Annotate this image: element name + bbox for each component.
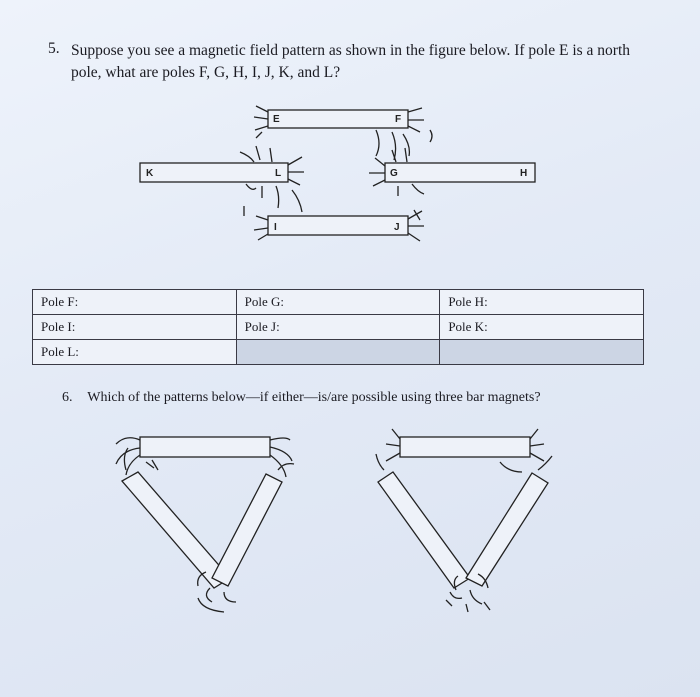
table-row (33, 315, 644, 340)
question-6-text: Which of the patterns below—if either—is/are possible using three bar magnets? (87, 390, 541, 405)
answer-cell-l[interactable]: Pole L: (33, 340, 237, 365)
answer-cell-j[interactable]: Pole J: (236, 315, 440, 340)
magnet-gh (385, 163, 535, 182)
label-f: F (395, 114, 402, 125)
question-5-number: 5. (48, 40, 60, 57)
magnet-kl (140, 163, 288, 182)
label-g: G (390, 168, 398, 179)
table-row (33, 290, 644, 315)
empty-cell (236, 340, 440, 365)
label-l: L (275, 168, 282, 179)
magnet-ef (268, 110, 408, 128)
answer-cell-g[interactable]: Pole G: (236, 290, 440, 315)
empty-cell (440, 340, 644, 365)
magnet-ij (268, 216, 408, 235)
label-j: J (394, 222, 400, 233)
label-e: E (273, 114, 280, 125)
triangle-pattern-right (376, 429, 552, 612)
answer-cell-k[interactable]: Pole K: (440, 315, 644, 340)
pole-answer-table (32, 289, 644, 365)
answer-cell-f[interactable]: Pole F: (33, 290, 237, 315)
label-i: I (274, 222, 277, 233)
question-6 (62, 390, 541, 406)
question-5-text: Suppose you see a magnetic field pattern as shown in the figure below. If pole E is a north pole, what are poles F, G, H, I, J, K, and L? (71, 42, 630, 81)
answer-cell-i[interactable]: Pole I: (33, 315, 237, 340)
triangle-pattern-left (116, 437, 294, 612)
label-h: H (520, 168, 528, 179)
question-6-number: 6. (62, 390, 73, 405)
label-k: K (146, 168, 154, 179)
answer-cell-h[interactable]: Pole H: (440, 290, 644, 315)
field-pattern-figure (140, 106, 535, 241)
table-row (33, 340, 644, 365)
